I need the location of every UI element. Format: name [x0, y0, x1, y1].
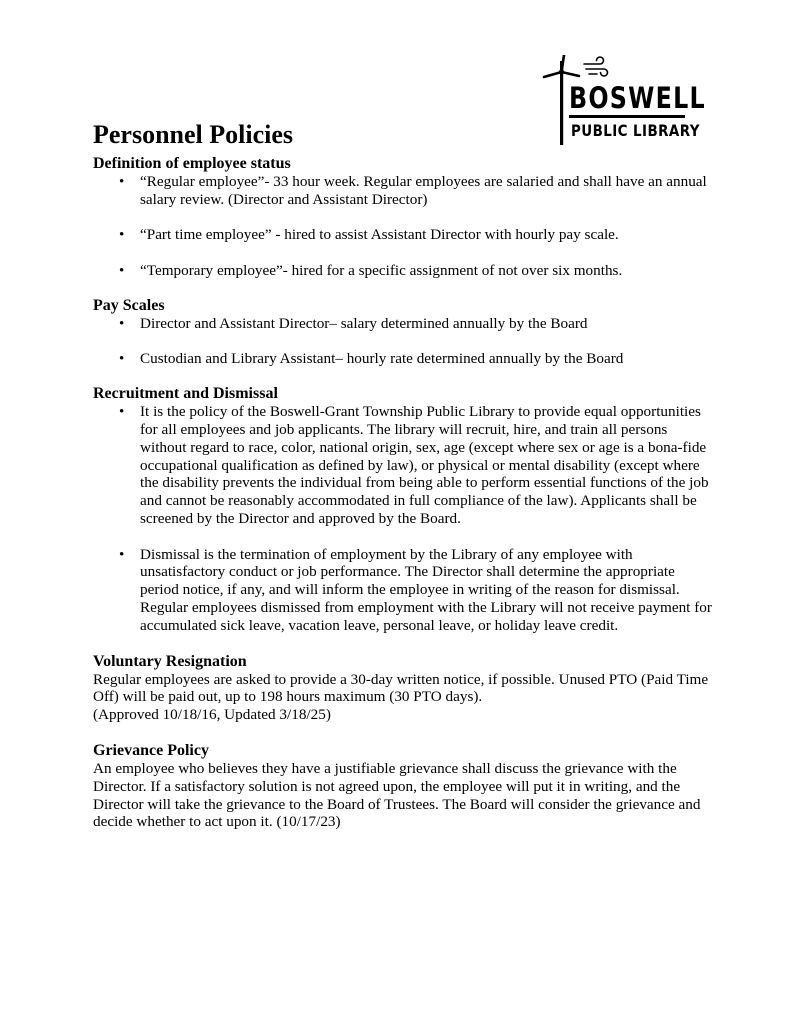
section-heading-pay-scales: Pay Scales [93, 296, 165, 314]
list-item-text: “Temporary employee”- hired for a specific assignment of not over six months. [140, 261, 623, 279]
pay-scales-list [93, 315, 713, 368]
list-item [93, 546, 713, 635]
bullet-icon: • [119, 545, 125, 563]
list-item-text: Custodian and Library Assistant– hourly rate determined annually by the Board [140, 350, 624, 368]
logo-subtitle: PUBLIC LIBRARY [571, 121, 700, 140]
bullet-icon: • [119, 173, 125, 190]
bullet-icon: • [119, 403, 125, 421]
logo-name: BOSWELL [569, 81, 706, 115]
bullet-icon: • [119, 350, 125, 368]
resignation-note: (Approved 10/18/16, Updated 3/18/25) [93, 706, 331, 724]
document-body [93, 155, 713, 831]
bullet-icon: • [119, 226, 125, 244]
list-item-text: “Regular employee”- 33 hour week. Regular employees are salaried and shall have an annual salary review. (Director and Assistant Director) [140, 173, 707, 208]
list-item [93, 262, 713, 280]
list-item-text: “Part time employee” - hired to assist Assistant Director with hourly pay scale. [140, 226, 619, 244]
section-heading-employee-status: Definition of employee status [93, 155, 291, 172]
list-item-text: Dismissal is the termination of employment by the Library of any employee with unsatisfactory conduct or job performance. The Director shall determine the appropriate period notice, if any, and will inform the employee in writing of the reason for dismissal. Regular employees dismissed from employment with the Library will not receive payment for accumulated sick leave, vacation leave, personal leave, or holiday leave credit. [140, 545, 712, 634]
list-item-text: It is the policy of the Boswell-Grant Township Public Library to provide equal opportunities for all employees and job applicants. The library will recruit, hire, and train all persons without regard to race, color, national origin, sex, age (except where sex or age is a bona-fide occupational qualification as defined by law), or physical or mental disability (except where the disability prevents the individual from being able to perform essential functions of the job and cannot be reasonably accommodated in full compliance of the law). Applicants shall be screened by the Director and approved by the Board. [140, 403, 709, 527]
list-item [93, 226, 713, 244]
list-item [93, 173, 713, 209]
list-item [93, 403, 713, 528]
list-item [93, 315, 713, 333]
library-logo [538, 55, 706, 150]
section-heading-resignation: Voluntary Resignation [93, 652, 247, 670]
resignation-text: Regular employees are asked to provide a 30-day written notice, if possible. Unused PTO (Paid Time Off) will be paid out, up to 198 hours maximum (30 PTO days). [93, 670, 709, 706]
recruitment-list [93, 403, 713, 634]
list-item [93, 350, 713, 368]
section-heading-recruitment: Recruitment and Dismissal [93, 385, 278, 403]
bullet-icon: • [119, 261, 125, 279]
employee-status-list [93, 173, 713, 280]
section-heading-grievance: Grievance Policy [93, 741, 209, 759]
grievance-text: An employee who believes they have a justifiable grievance shall discuss the grievance with the Director. If a satisfactory solution is not agreed upon, the employee will put it in writing, and the Director will take the grievance to the Board of Trustees. The Board will consider the grievance and decide whether to act upon it. (10/17/23) [93, 759, 701, 831]
bullet-icon: • [119, 314, 125, 332]
page-title: Personnel Policies [93, 120, 294, 149]
list-item-text: Director and Assistant Director– salary determined annually by the Board [140, 314, 588, 332]
